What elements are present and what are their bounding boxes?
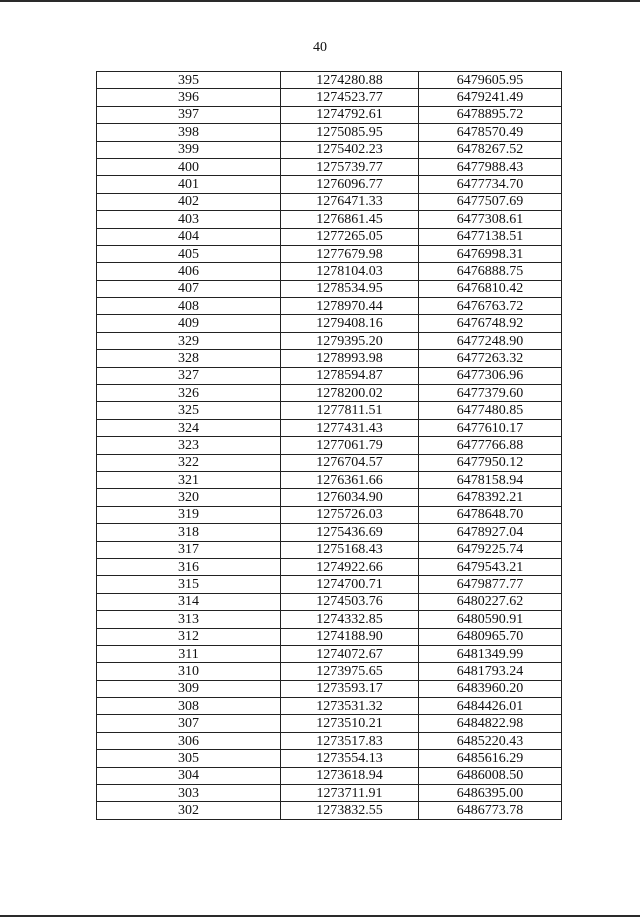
- y-coordinate-cell: 6476810.42: [419, 280, 562, 297]
- y-coordinate-cell: 6486008.50: [419, 767, 562, 784]
- x-coordinate-cell: 1276704.57: [281, 454, 419, 471]
- table-row: [97, 454, 562, 471]
- coordinates-table-body: [97, 72, 562, 820]
- y-coordinate-cell: 6478392.21: [419, 489, 562, 506]
- table-row: [97, 576, 562, 593]
- point-number-cell: 315: [97, 576, 281, 593]
- point-number-cell: 310: [97, 663, 281, 680]
- point-number-cell: 404: [97, 228, 281, 245]
- y-coordinate-cell: 6477988.43: [419, 158, 562, 175]
- x-coordinate-cell: 1273554.13: [281, 750, 419, 767]
- y-coordinate-cell: 6481793.24: [419, 663, 562, 680]
- table-row: [97, 176, 562, 193]
- point-number-cell: 324: [97, 419, 281, 436]
- point-number-cell: 396: [97, 89, 281, 106]
- point-number-cell: 326: [97, 385, 281, 402]
- x-coordinate-cell: 1275085.95: [281, 124, 419, 141]
- point-number-cell: 401: [97, 176, 281, 193]
- table-row: [97, 611, 562, 628]
- table-row: [97, 193, 562, 210]
- y-coordinate-cell: 6478648.70: [419, 506, 562, 523]
- point-number-cell: 400: [97, 158, 281, 175]
- x-coordinate-cell: 1278104.03: [281, 263, 419, 280]
- x-coordinate-cell: 1276034.90: [281, 489, 419, 506]
- y-coordinate-cell: 6484822.98: [419, 715, 562, 732]
- x-coordinate-cell: 1278594.87: [281, 367, 419, 384]
- x-coordinate-cell: 1273832.55: [281, 802, 419, 819]
- coordinates-table: [96, 71, 562, 820]
- y-coordinate-cell: 6476748.92: [419, 315, 562, 332]
- y-coordinate-cell: 6485616.29: [419, 750, 562, 767]
- point-number-cell: 312: [97, 628, 281, 645]
- table-row: [97, 471, 562, 488]
- point-number-cell: 306: [97, 732, 281, 749]
- y-coordinate-cell: 6477306.96: [419, 367, 562, 384]
- table-row: [97, 332, 562, 349]
- y-coordinate-cell: 6480965.70: [419, 628, 562, 645]
- point-number-cell: 395: [97, 72, 281, 89]
- table-row: [97, 558, 562, 575]
- table-row: [97, 663, 562, 680]
- x-coordinate-cell: 1277061.79: [281, 437, 419, 454]
- x-coordinate-cell: 1276471.33: [281, 193, 419, 210]
- y-coordinate-cell: 6479877.77: [419, 576, 562, 593]
- y-coordinate-cell: 6478158.94: [419, 471, 562, 488]
- x-coordinate-cell: 1275402.23: [281, 141, 419, 158]
- table-row: [97, 89, 562, 106]
- point-number-cell: 316: [97, 558, 281, 575]
- x-coordinate-cell: 1276361.66: [281, 471, 419, 488]
- x-coordinate-cell: 1279408.16: [281, 315, 419, 332]
- x-coordinate-cell: 1275726.03: [281, 506, 419, 523]
- y-coordinate-cell: 6477308.61: [419, 211, 562, 228]
- table-row: [97, 228, 562, 245]
- y-coordinate-cell: 6478895.72: [419, 106, 562, 123]
- x-coordinate-cell: 1273510.21: [281, 715, 419, 732]
- y-coordinate-cell: 6479605.95: [419, 72, 562, 89]
- y-coordinate-cell: 6479241.49: [419, 89, 562, 106]
- point-number-cell: 397: [97, 106, 281, 123]
- x-coordinate-cell: 1274332.85: [281, 611, 419, 628]
- x-coordinate-cell: 1276096.77: [281, 176, 419, 193]
- y-coordinate-cell: 6477734.70: [419, 176, 562, 193]
- x-coordinate-cell: 1274792.61: [281, 106, 419, 123]
- x-coordinate-cell: 1277431.43: [281, 419, 419, 436]
- table-row: [97, 106, 562, 123]
- table-row: [97, 489, 562, 506]
- point-number-cell: 313: [97, 611, 281, 628]
- y-coordinate-cell: 6477248.90: [419, 332, 562, 349]
- point-number-cell: 321: [97, 471, 281, 488]
- x-coordinate-cell: 1276861.45: [281, 211, 419, 228]
- y-coordinate-cell: 6477950.12: [419, 454, 562, 471]
- point-number-cell: 327: [97, 367, 281, 384]
- y-coordinate-cell: 6476998.31: [419, 245, 562, 262]
- point-number-cell: 402: [97, 193, 281, 210]
- y-coordinate-cell: 6477480.85: [419, 402, 562, 419]
- table-row: [97, 750, 562, 767]
- point-number-cell: 329: [97, 332, 281, 349]
- table-row: [97, 437, 562, 454]
- x-coordinate-cell: 1278534.95: [281, 280, 419, 297]
- table-row: [97, 72, 562, 89]
- point-number-cell: 314: [97, 593, 281, 610]
- point-number-cell: 323: [97, 437, 281, 454]
- x-coordinate-cell: 1278993.98: [281, 350, 419, 367]
- point-number-cell: 322: [97, 454, 281, 471]
- x-coordinate-cell: 1277265.05: [281, 228, 419, 245]
- point-number-cell: 311: [97, 645, 281, 662]
- table-row: [97, 263, 562, 280]
- x-coordinate-cell: 1273517.83: [281, 732, 419, 749]
- point-number-cell: 325: [97, 402, 281, 419]
- y-coordinate-cell: 6477610.17: [419, 419, 562, 436]
- x-coordinate-cell: 1273593.17: [281, 680, 419, 697]
- table-row: [97, 524, 562, 541]
- point-number-cell: 305: [97, 750, 281, 767]
- table-row: [97, 211, 562, 228]
- point-number-cell: 308: [97, 698, 281, 715]
- point-number-cell: 398: [97, 124, 281, 141]
- point-number-cell: 319: [97, 506, 281, 523]
- x-coordinate-cell: 1274280.88: [281, 72, 419, 89]
- y-coordinate-cell: 6477263.32: [419, 350, 562, 367]
- y-coordinate-cell: 6478570.49: [419, 124, 562, 141]
- table-row: [97, 124, 562, 141]
- point-number-cell: 304: [97, 767, 281, 784]
- x-coordinate-cell: 1279395.20: [281, 332, 419, 349]
- table-row: [97, 158, 562, 175]
- table-row: [97, 715, 562, 732]
- x-coordinate-cell: 1273711.91: [281, 785, 419, 802]
- table-row: [97, 141, 562, 158]
- point-number-cell: 320: [97, 489, 281, 506]
- table-row: [97, 298, 562, 315]
- y-coordinate-cell: 6477766.88: [419, 437, 562, 454]
- point-number-cell: 408: [97, 298, 281, 315]
- table-row: [97, 402, 562, 419]
- point-number-cell: 318: [97, 524, 281, 541]
- point-number-cell: 307: [97, 715, 281, 732]
- table-row: [97, 280, 562, 297]
- table-row: [97, 680, 562, 697]
- point-number-cell: 317: [97, 541, 281, 558]
- x-coordinate-cell: 1274188.90: [281, 628, 419, 645]
- point-number-cell: 407: [97, 280, 281, 297]
- y-coordinate-cell: 6480227.62: [419, 593, 562, 610]
- y-coordinate-cell: 6481349.99: [419, 645, 562, 662]
- x-coordinate-cell: 1278200.02: [281, 385, 419, 402]
- table-row: [97, 315, 562, 332]
- table-row: [97, 506, 562, 523]
- table-row: [97, 645, 562, 662]
- y-coordinate-cell: 6477379.60: [419, 385, 562, 402]
- point-number-cell: 328: [97, 350, 281, 367]
- x-coordinate-cell: 1273618.94: [281, 767, 419, 784]
- y-coordinate-cell: 6477507.69: [419, 193, 562, 210]
- point-number-cell: 405: [97, 245, 281, 262]
- y-coordinate-cell: 6486395.00: [419, 785, 562, 802]
- y-coordinate-cell: 6486773.78: [419, 802, 562, 819]
- table-row: [97, 367, 562, 384]
- point-number-cell: 403: [97, 211, 281, 228]
- x-coordinate-cell: 1275436.69: [281, 524, 419, 541]
- x-coordinate-cell: 1273975.65: [281, 663, 419, 680]
- table-row: [97, 541, 562, 558]
- point-number-cell: 406: [97, 263, 281, 280]
- table-row: [97, 628, 562, 645]
- x-coordinate-cell: 1274072.67: [281, 645, 419, 662]
- x-coordinate-cell: 1273531.32: [281, 698, 419, 715]
- x-coordinate-cell: 1278970.44: [281, 298, 419, 315]
- table-row: [97, 767, 562, 784]
- table-row: [97, 732, 562, 749]
- x-coordinate-cell: 1275168.43: [281, 541, 419, 558]
- x-coordinate-cell: 1274922.66: [281, 558, 419, 575]
- point-number-cell: 302: [97, 802, 281, 819]
- page-number: 40: [313, 40, 327, 55]
- point-number-cell: 409: [97, 315, 281, 332]
- x-coordinate-cell: 1274503.76: [281, 593, 419, 610]
- point-number-cell: 399: [97, 141, 281, 158]
- point-number-cell: 303: [97, 785, 281, 802]
- y-coordinate-cell: 6479543.21: [419, 558, 562, 575]
- x-coordinate-cell: 1275739.77: [281, 158, 419, 175]
- table-row: [97, 698, 562, 715]
- y-coordinate-cell: 6479225.74: [419, 541, 562, 558]
- x-coordinate-cell: 1274700.71: [281, 576, 419, 593]
- y-coordinate-cell: 6477138.51: [419, 228, 562, 245]
- table-row: [97, 245, 562, 262]
- table-row: [97, 785, 562, 802]
- table-row: [97, 350, 562, 367]
- y-coordinate-cell: 6478267.52: [419, 141, 562, 158]
- point-number-cell: 309: [97, 680, 281, 697]
- table-row: [97, 593, 562, 610]
- table-row: [97, 385, 562, 402]
- table-row: [97, 419, 562, 436]
- y-coordinate-cell: 6480590.91: [419, 611, 562, 628]
- y-coordinate-cell: 6485220.43: [419, 732, 562, 749]
- y-coordinate-cell: 6476763.72: [419, 298, 562, 315]
- y-coordinate-cell: 6483960.20: [419, 680, 562, 697]
- y-coordinate-cell: 6484426.01: [419, 698, 562, 715]
- x-coordinate-cell: 1277679.98: [281, 245, 419, 262]
- scan-edge-top: [0, 0, 640, 2]
- x-coordinate-cell: 1274523.77: [281, 89, 419, 106]
- x-coordinate-cell: 1277811.51: [281, 402, 419, 419]
- y-coordinate-cell: 6476888.75: [419, 263, 562, 280]
- y-coordinate-cell: 6478927.04: [419, 524, 562, 541]
- table-row: [97, 802, 562, 819]
